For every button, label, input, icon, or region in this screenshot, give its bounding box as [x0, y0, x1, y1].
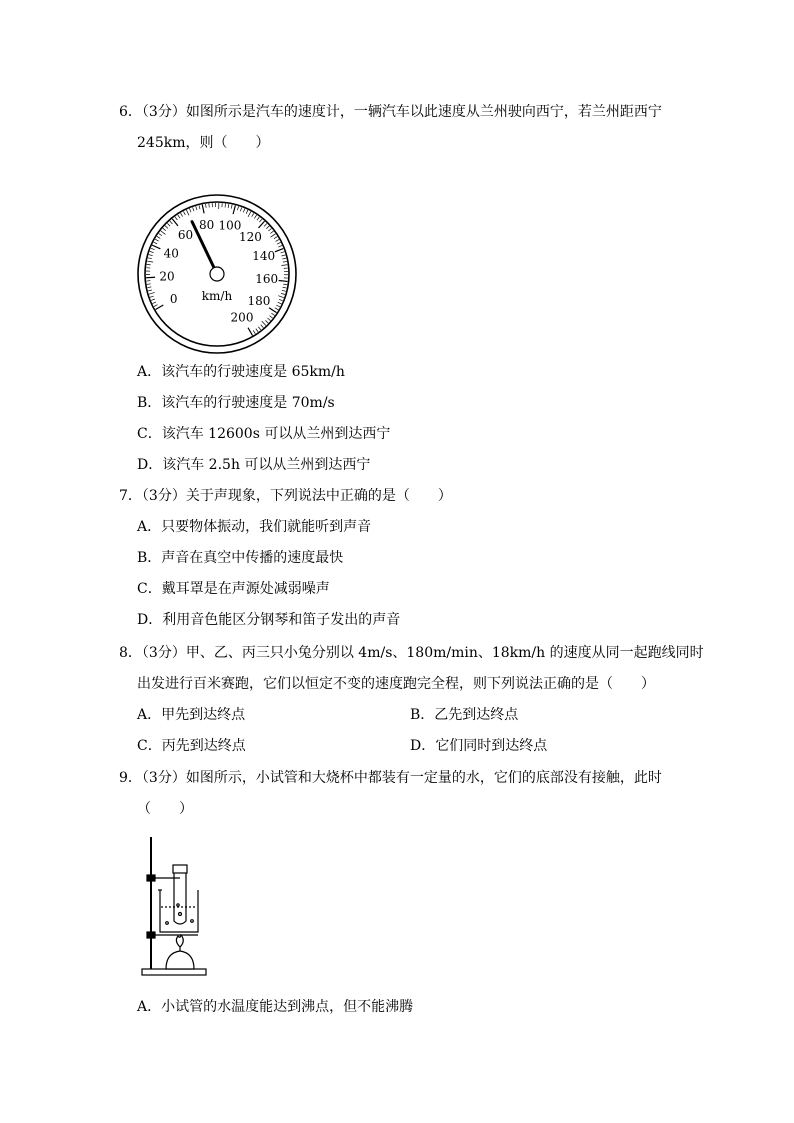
q9-option-a: [137, 997, 413, 1017]
option-letter: B．: [137, 550, 162, 566]
q8-option-a: [137, 705, 245, 725]
alcohol-lamp: [166, 951, 194, 969]
option-text: 声音在真空中传播的速度最快: [161, 550, 344, 566]
question-9-line-2: [137, 799, 193, 819]
gauge-tick-label: 60: [177, 228, 194, 243]
test-tube: [174, 873, 186, 924]
boiling-apparatus-figure: [140, 835, 210, 979]
question-score: （3分）: [141, 645, 186, 661]
question-number: 8．: [119, 645, 142, 661]
question-9-line-1: [119, 768, 662, 788]
q7-option-c: [137, 579, 330, 599]
option-text: 小试管的水温度能达到沸点，但不能沸腾: [161, 999, 414, 1015]
question-6-line-2: [137, 133, 269, 153]
gauge-unit-label: km/h: [201, 289, 233, 303]
question-stem: 出发进行百米赛跑，它们以恒定不变的速度跑完全程，则下列说法正确的是（ ）: [137, 676, 655, 692]
q6-option-c: [137, 424, 390, 444]
option-text: 只要物体振动，我们就能听到声音: [161, 519, 372, 535]
speedometer-figure: [136, 193, 298, 355]
q7-option-a: [137, 517, 371, 537]
q6-option-d: [137, 455, 370, 475]
option-text: 该汽车 12600s 可以从兰州到达西宁: [161, 426, 391, 442]
question-stem: 关于声现象，下列说法中正确的是（ ）: [185, 488, 452, 504]
question-7-line-1: [119, 486, 452, 506]
question-stem: （ ）: [137, 801, 193, 817]
question-8-line-2: [137, 674, 655, 694]
question-number: 6．: [119, 104, 142, 120]
q7-option-d: [137, 610, 400, 630]
gauge-tick-label: 140: [252, 249, 276, 264]
option-text: 丙先到达终点: [161, 738, 246, 754]
q8-option-b: [410, 705, 518, 725]
gauge-tick-label: 200: [230, 310, 254, 325]
option-letter: B．: [137, 395, 162, 411]
question-number: 9．: [119, 770, 142, 786]
option-letter: D．: [137, 457, 163, 473]
option-letter: C．: [137, 426, 162, 442]
q8-option-d: [410, 736, 547, 756]
question-number: 7．: [119, 488, 142, 504]
question-stem: 如图所示，小试管和大烧杯中都装有一定量的水，它们的底部没有接触，此时: [185, 770, 662, 786]
option-text: 该汽车 2.5h 可以从兰州到达西宁: [162, 457, 371, 473]
question-score: （3分）: [141, 488, 186, 504]
question-stem: 甲、乙、丙三只小兔分别以 4m/s、180m/min、18km/h 的速度从同一起跑线同时: [185, 645, 704, 661]
q8-option-c: [137, 736, 246, 756]
option-letter: A．: [137, 519, 162, 535]
gauge-tick-label: 40: [163, 246, 179, 261]
question-score: （3分）: [141, 770, 186, 786]
flame: [176, 935, 183, 947]
question-score: （3分）: [141, 104, 186, 120]
gauge-tick-label: 160: [255, 272, 279, 287]
option-text: 戴耳罩是在声源处减弱噪声: [161, 581, 330, 597]
q6-option-a: [137, 362, 345, 382]
gauge-hub: [210, 267, 224, 281]
gauge-tick-label: 180: [247, 294, 271, 309]
gauge-tick-label: 80: [198, 218, 215, 233]
option-text: 乙先到达终点: [434, 707, 519, 723]
question-stem: 245km，则（ ）: [137, 135, 270, 151]
option-letter: A．: [137, 707, 162, 723]
beaker: [160, 890, 198, 932]
gauge-tick-label: 120: [239, 229, 262, 244]
option-letter: B．: [410, 707, 435, 723]
option-text: 甲先到达终点: [161, 707, 246, 723]
question-6-line-1: [119, 102, 662, 122]
stand-base: [142, 969, 206, 975]
q6-option-b: [137, 393, 335, 413]
test-tube-stopper: [173, 865, 187, 873]
option-letter: D．: [137, 612, 163, 628]
option-letter: A．: [137, 364, 162, 380]
option-text: 它们同时到达终点: [435, 738, 548, 754]
gauge-tick-label: 0: [169, 292, 178, 306]
question-8-line-1: [119, 643, 704, 663]
option-text: 该汽车的行驶速度是 70m/s: [161, 395, 335, 411]
question-stem: 如图所示是汽车的速度计，一辆汽车以此速度从兰州驶向西宁，若兰州距西宁: [185, 104, 662, 120]
option-letter: A．: [137, 999, 162, 1015]
option-letter: C．: [137, 738, 162, 754]
option-letter: D．: [410, 738, 436, 754]
option-text: 利用音色能区分钢琴和笛子发出的声音: [162, 612, 401, 628]
option-text: 该汽车的行驶速度是 65km/h: [161, 364, 345, 380]
q7-option-b: [137, 548, 343, 568]
gauge-tick-label: 20: [159, 269, 175, 284]
gauge-tick-label: 100: [218, 218, 242, 233]
option-letter: C．: [137, 581, 162, 597]
